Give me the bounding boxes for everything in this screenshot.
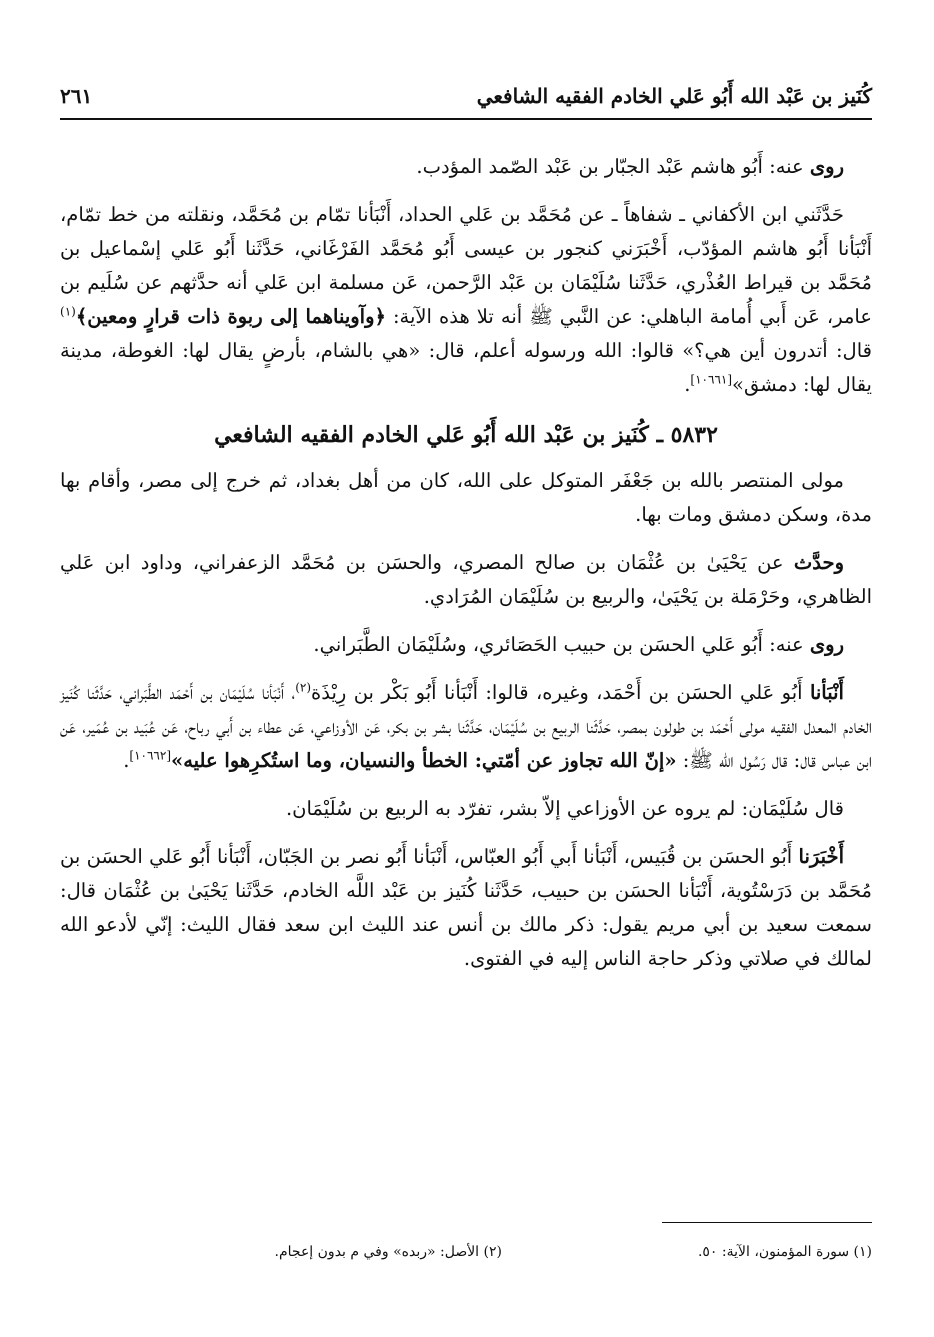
paragraph-text: ، أَنْبَأنا سُلَيْمَان بن أَحْمَد الطَّبَراني، حَدَّثَنا كُنَيز الخادم المعدل الفقيه مولى أَحْمَد بن طولون بمصر، حَدَّثَنا الربيع بن سُلَيْمَان، حَدَّثَنا بشر بن بكر، عَن الأوزاعي، عَن عطاء بن أَبي رباح، عَن عُبَيد بن عُمَير، عَن ابن عباس قال: قال رَسُول الله ﷺ: bbox=[60, 681, 872, 772]
footnote-2: (٢) الأصل: «ربده» وفي م بدون إعجام. bbox=[274, 1244, 502, 1260]
paragraph-hadith-1 bbox=[60, 198, 872, 402]
footnote-divider bbox=[662, 1222, 872, 1223]
footnote-marker: (٢) bbox=[295, 680, 312, 695]
lead-word: أَنْبَأنا bbox=[809, 681, 844, 704]
hadith-number: [١٠٦٦٢] bbox=[129, 748, 172, 763]
paragraph-text: أَبُو عَلي الحسَن بن أَحْمَد، وغيره، قالوا: أَنْبَأنا أَبُو بَكْر بن رِيْذَة bbox=[311, 681, 810, 704]
main-text bbox=[60, 150, 872, 990]
lead-word: روى bbox=[809, 155, 844, 178]
paragraph-hadith-2 bbox=[60, 676, 872, 778]
paragraph-report bbox=[60, 840, 872, 976]
footnote-1: (١) سورة المؤمنون، الآية: ٥٠. bbox=[697, 1244, 872, 1260]
page-number: ٢٦١ bbox=[60, 84, 93, 108]
footnote-marker: (١) bbox=[60, 304, 76, 319]
paragraph-text: قال سُلَيْمَان: لم يروه عن الأوزاعي إلاّ بشر، تفرّد به الربيع بن سُلَيْمَان. bbox=[285, 797, 844, 820]
paragraph-text: حَدَّثَني ابن الأكفاني ـ شفاهاً ـ عن مُحَمَّد بن عَلي الحداد، أَنْبَأنا تمّام بن مُحَمَّد، ونقلته من خط تمّام، أَنْبَأنا أَبُو هاشم المؤدّب، أَخْبَرَني كنجور بن عيسى أَبُو مُحَمَّد الفَرْغَاني، حَدَّثَنا أَبُو عَلي إسْماعيل بن مُحَمَّد بن قيراط العُذْري، حَدَّثَنا سُلَيْمَان بن عَبْد الرَّحمن، عَن مسلمة ابن عَلي أنه حدَّثهم عن سُلَيم بن عامر، عَن أَبي أُمامة الباهلي: عن النَّبي ﷺ أنه تلا هذه الآية: bbox=[60, 203, 872, 328]
hadith-number: [١٠٦٦١] bbox=[690, 372, 733, 387]
paragraph-text: عنه: أَبُو عَلي الحسَن بن حبيب الحَصَائري، وسُلَيْمَان الطَّبَراني. bbox=[313, 633, 810, 656]
paragraph-students bbox=[60, 628, 872, 662]
paragraph-teachers bbox=[60, 546, 872, 614]
paragraph-narrators bbox=[60, 150, 872, 184]
paragraph-text: أَبُو الحسَن بن قُبَيس، أَنْبَأنا أَبي أَبُو العبّاس، أَنْبَأنا أَبُو نصر بن الجَبّان، أَنْبَأنا أَبُو عَلي الحسَن بن مُحَمَّد بن دَرَسْتُوية، أَنْبَأنا الحسَن بن حبيب، حَدَّثَنا كُنَيز بن عَبْد اللَّه الخادم، حَدَّثَنا يَحْيَىٰ بن عُثْمَان قال: سمعت سعيد بن أبي مريم يقول: ذكر مالك بن أنس عند الليث ابن سعد فقال الليث: إنّي لأدعو الله لمالك في صلاتي وذكر حاجة الناس إليه في الفتوى. bbox=[60, 845, 872, 970]
page-header bbox=[60, 78, 872, 120]
paragraph-comment bbox=[60, 792, 872, 826]
quran-verse: ﴿وآويناهما إلى ربوة ذات قرارٍ ومعين﴾ bbox=[75, 305, 386, 328]
paragraph-text: . bbox=[123, 749, 130, 772]
paragraph-text: عن يَحْيَىٰ بن عُثْمَان بن صالح المصري، والحسَن بن مُحَمَّد الزعفراني، وداود ابن عَلي الظاهري، وحَرْمَلة بن يَحْيَىٰ، والربيع بن سُلَيْمَان المُرَادي. bbox=[60, 551, 872, 608]
paragraph-text: عنه: أَبُو هاشم عَبْد الجبّار بن عَبْد الصّمد المؤدب. bbox=[416, 155, 810, 178]
hadith-text: «إنّ الله تجاوز عن أمّتي: الخطأ والنسيان، وما استُكرِهوا عليه» bbox=[171, 749, 677, 772]
running-title: كُنَيز بن عَبْد الله أَبُو عَلي الخادم الفقيه الشافعي bbox=[476, 84, 872, 108]
lead-word: روى bbox=[809, 633, 844, 656]
paragraph-biography bbox=[60, 464, 872, 532]
lead-word: أَخْبَرَنا bbox=[798, 845, 844, 868]
paragraph-text: . bbox=[684, 373, 691, 396]
paragraph-text: قال: أتدرون أين هي؟» قالوا: الله ورسوله أعلم، قال: «هي بالشام، بأرضٍ يقال لها: الغوطة، مدينة يقال لها: دمشق» bbox=[60, 339, 872, 396]
lead-word: وحدَّث bbox=[793, 551, 844, 574]
paragraph-text: مولى المنتصر بالله بن جَعْفَر المتوكل على الله، كان من أهل بغداد، ثم خرج إلى مصر، وأقام بها مدة، وسكن دمشق ومات بها. bbox=[60, 469, 872, 526]
entry-heading: ٥٨٣٢ ـ كُنَيز بن عَبْد الله أَبُو عَلي الخادم الفقيه الشافعي bbox=[214, 422, 718, 448]
